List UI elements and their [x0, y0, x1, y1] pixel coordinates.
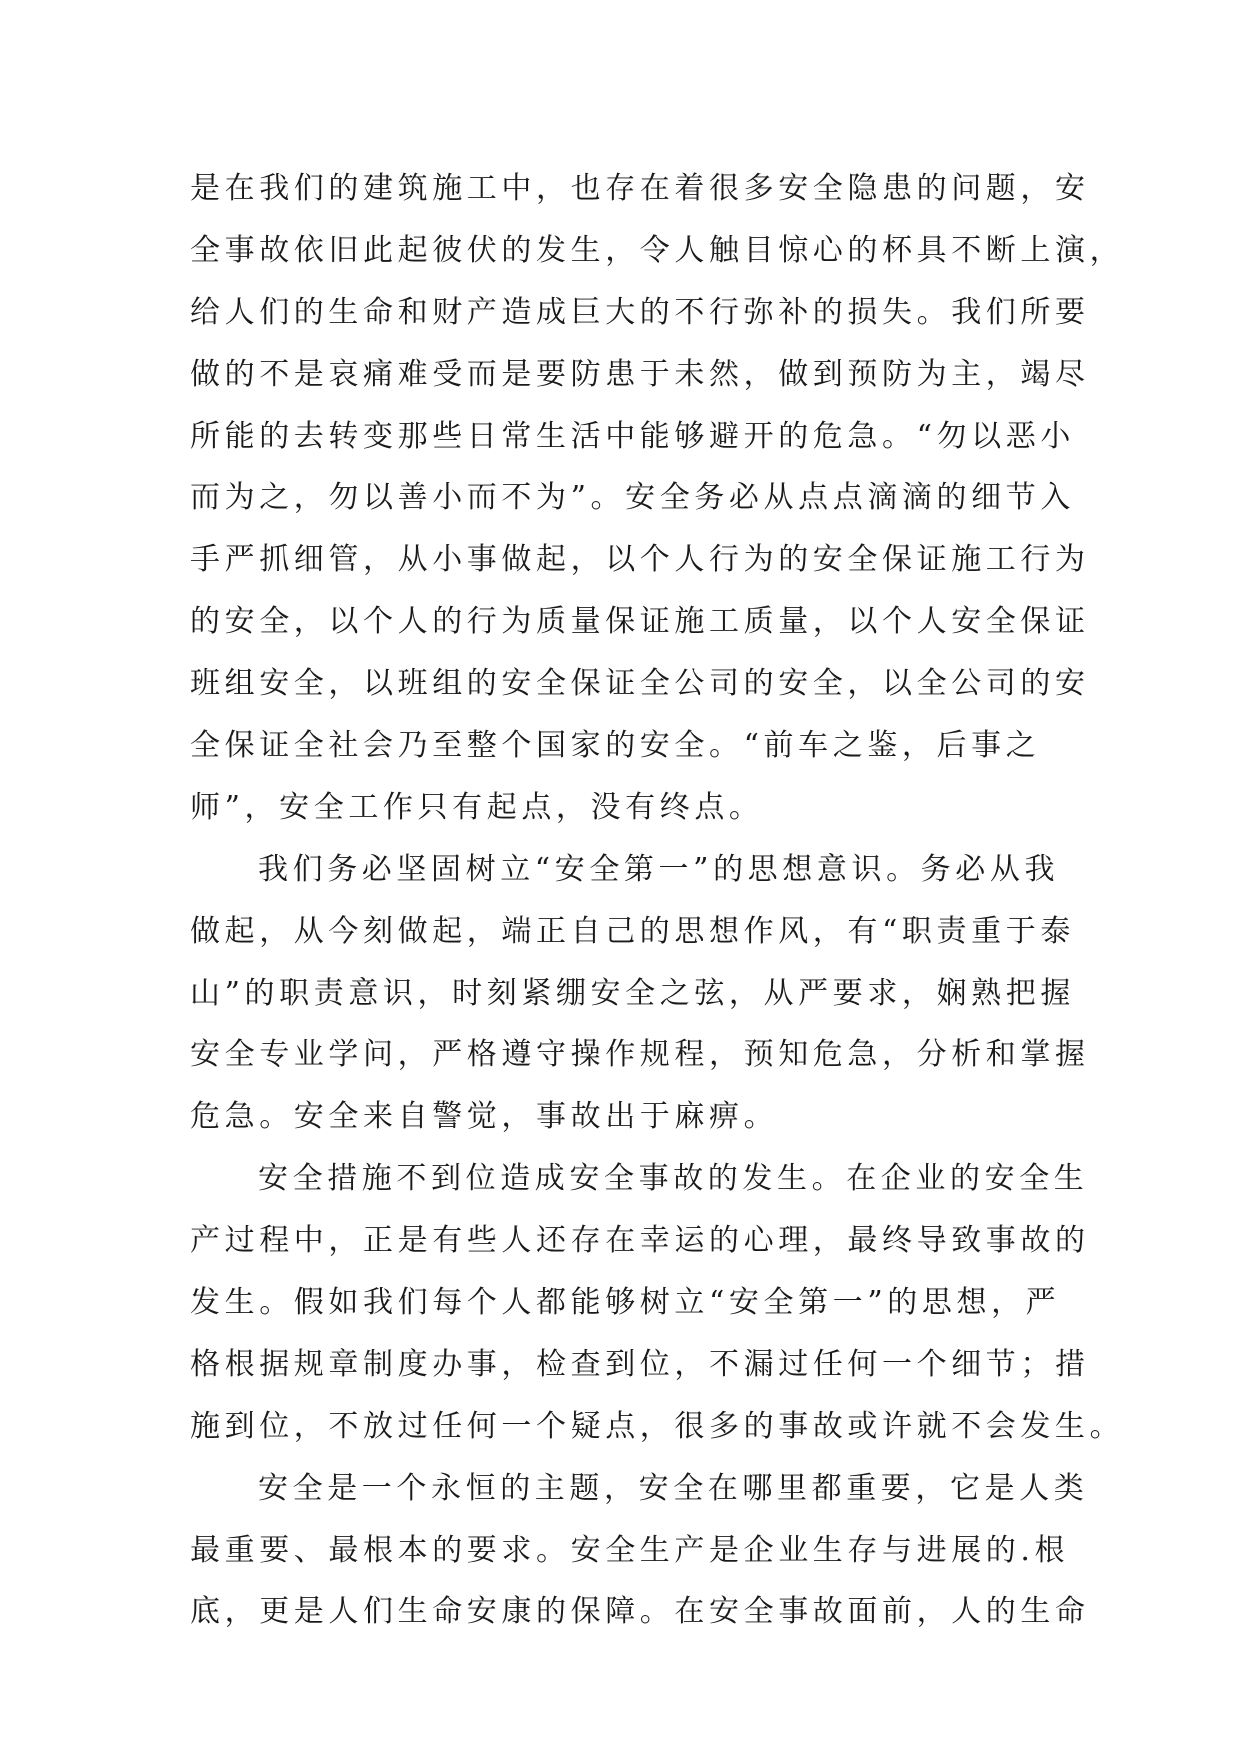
paragraph-start-line: 安全是一个永恒的主题，安全在哪里都重要，它是人类	[258, 1470, 1089, 1506]
paragraph-start-line: 我们务必坚固树立“安全第一”的思想意识。务必从我	[258, 851, 1060, 887]
paragraph-start-line: 安全措施不到位造成安全事故的发生。在企业的安全生	[258, 1161, 1089, 1197]
text-line: 全事故依旧此起彼伏的发生，令人触目惊心的杯具不断上演，	[190, 232, 1125, 268]
text-line: 全保证全社会乃至整个国家的安全。“前车之鉴，后事之	[190, 728, 1041, 764]
text-line: 最重要、最根本的要求。安全生产是企业生存与进展的.根	[190, 1532, 1070, 1568]
text-line: 手严抓细管，从小事做起，以个人行为的安全保证施工行为	[190, 542, 1090, 578]
body-text	[190, 158, 1125, 1643]
text-line: 危急。安全来自警觉，事故出于麻痹。	[190, 1099, 779, 1135]
text-line: 是在我们的建筑施工中，也存在着很多安全隐患的问题，安	[190, 171, 1090, 206]
text-line: 发生。假如我们每个人都能够树立“安全第一”的思想，严	[190, 1285, 1061, 1321]
text-line: 的安全，以个人的行为质量保证施工质量，以个人安全保证	[190, 604, 1090, 640]
text-line: 给人们的生命和财产造成巨大的不行弥补的损失。我们所要	[190, 294, 1090, 330]
text-line: 施到位，不放过任何一个疑点，很多的事故或许就不会发生。	[190, 1408, 1125, 1444]
text-line: 而为之，勿以善小而不为”。安全务必从点点滴滴的细节入	[190, 480, 1075, 516]
text-line: 所能的去转变那些日常生活中能够避开的危急。“勿以恶小	[190, 418, 1075, 454]
text-line: 做起，从今刻做起，端正自己的思想作风，有“职责重于泰	[190, 913, 1075, 949]
text-line: 安全专业学问，严格遵守操作规程，预知危急，分析和掌握	[190, 1037, 1090, 1073]
text-line: 师”，安全工作只有起点，没有终点。	[190, 789, 764, 825]
text-line: 班组安全，以班组的安全保证全公司的安全，以全公司的安	[190, 666, 1090, 702]
text-line: 产过程中，正是有些人还存在幸运的心理，最终导致事故的	[190, 1223, 1090, 1259]
text-line: 底，更是人们生命安康的保障。在安全事故面前，人的生命	[190, 1594, 1090, 1630]
text-line: 做的不是哀痛难受而是要防患于未然，做到预防为主，竭尽	[190, 356, 1090, 392]
text-line: 格根据规章制度办事，检查到位，不漏过任何一个细节；措	[190, 1346, 1090, 1382]
text-line: 山”的职责意识，时刻紧绷安全之弦，从严要求，娴熟把握	[190, 975, 1075, 1011]
